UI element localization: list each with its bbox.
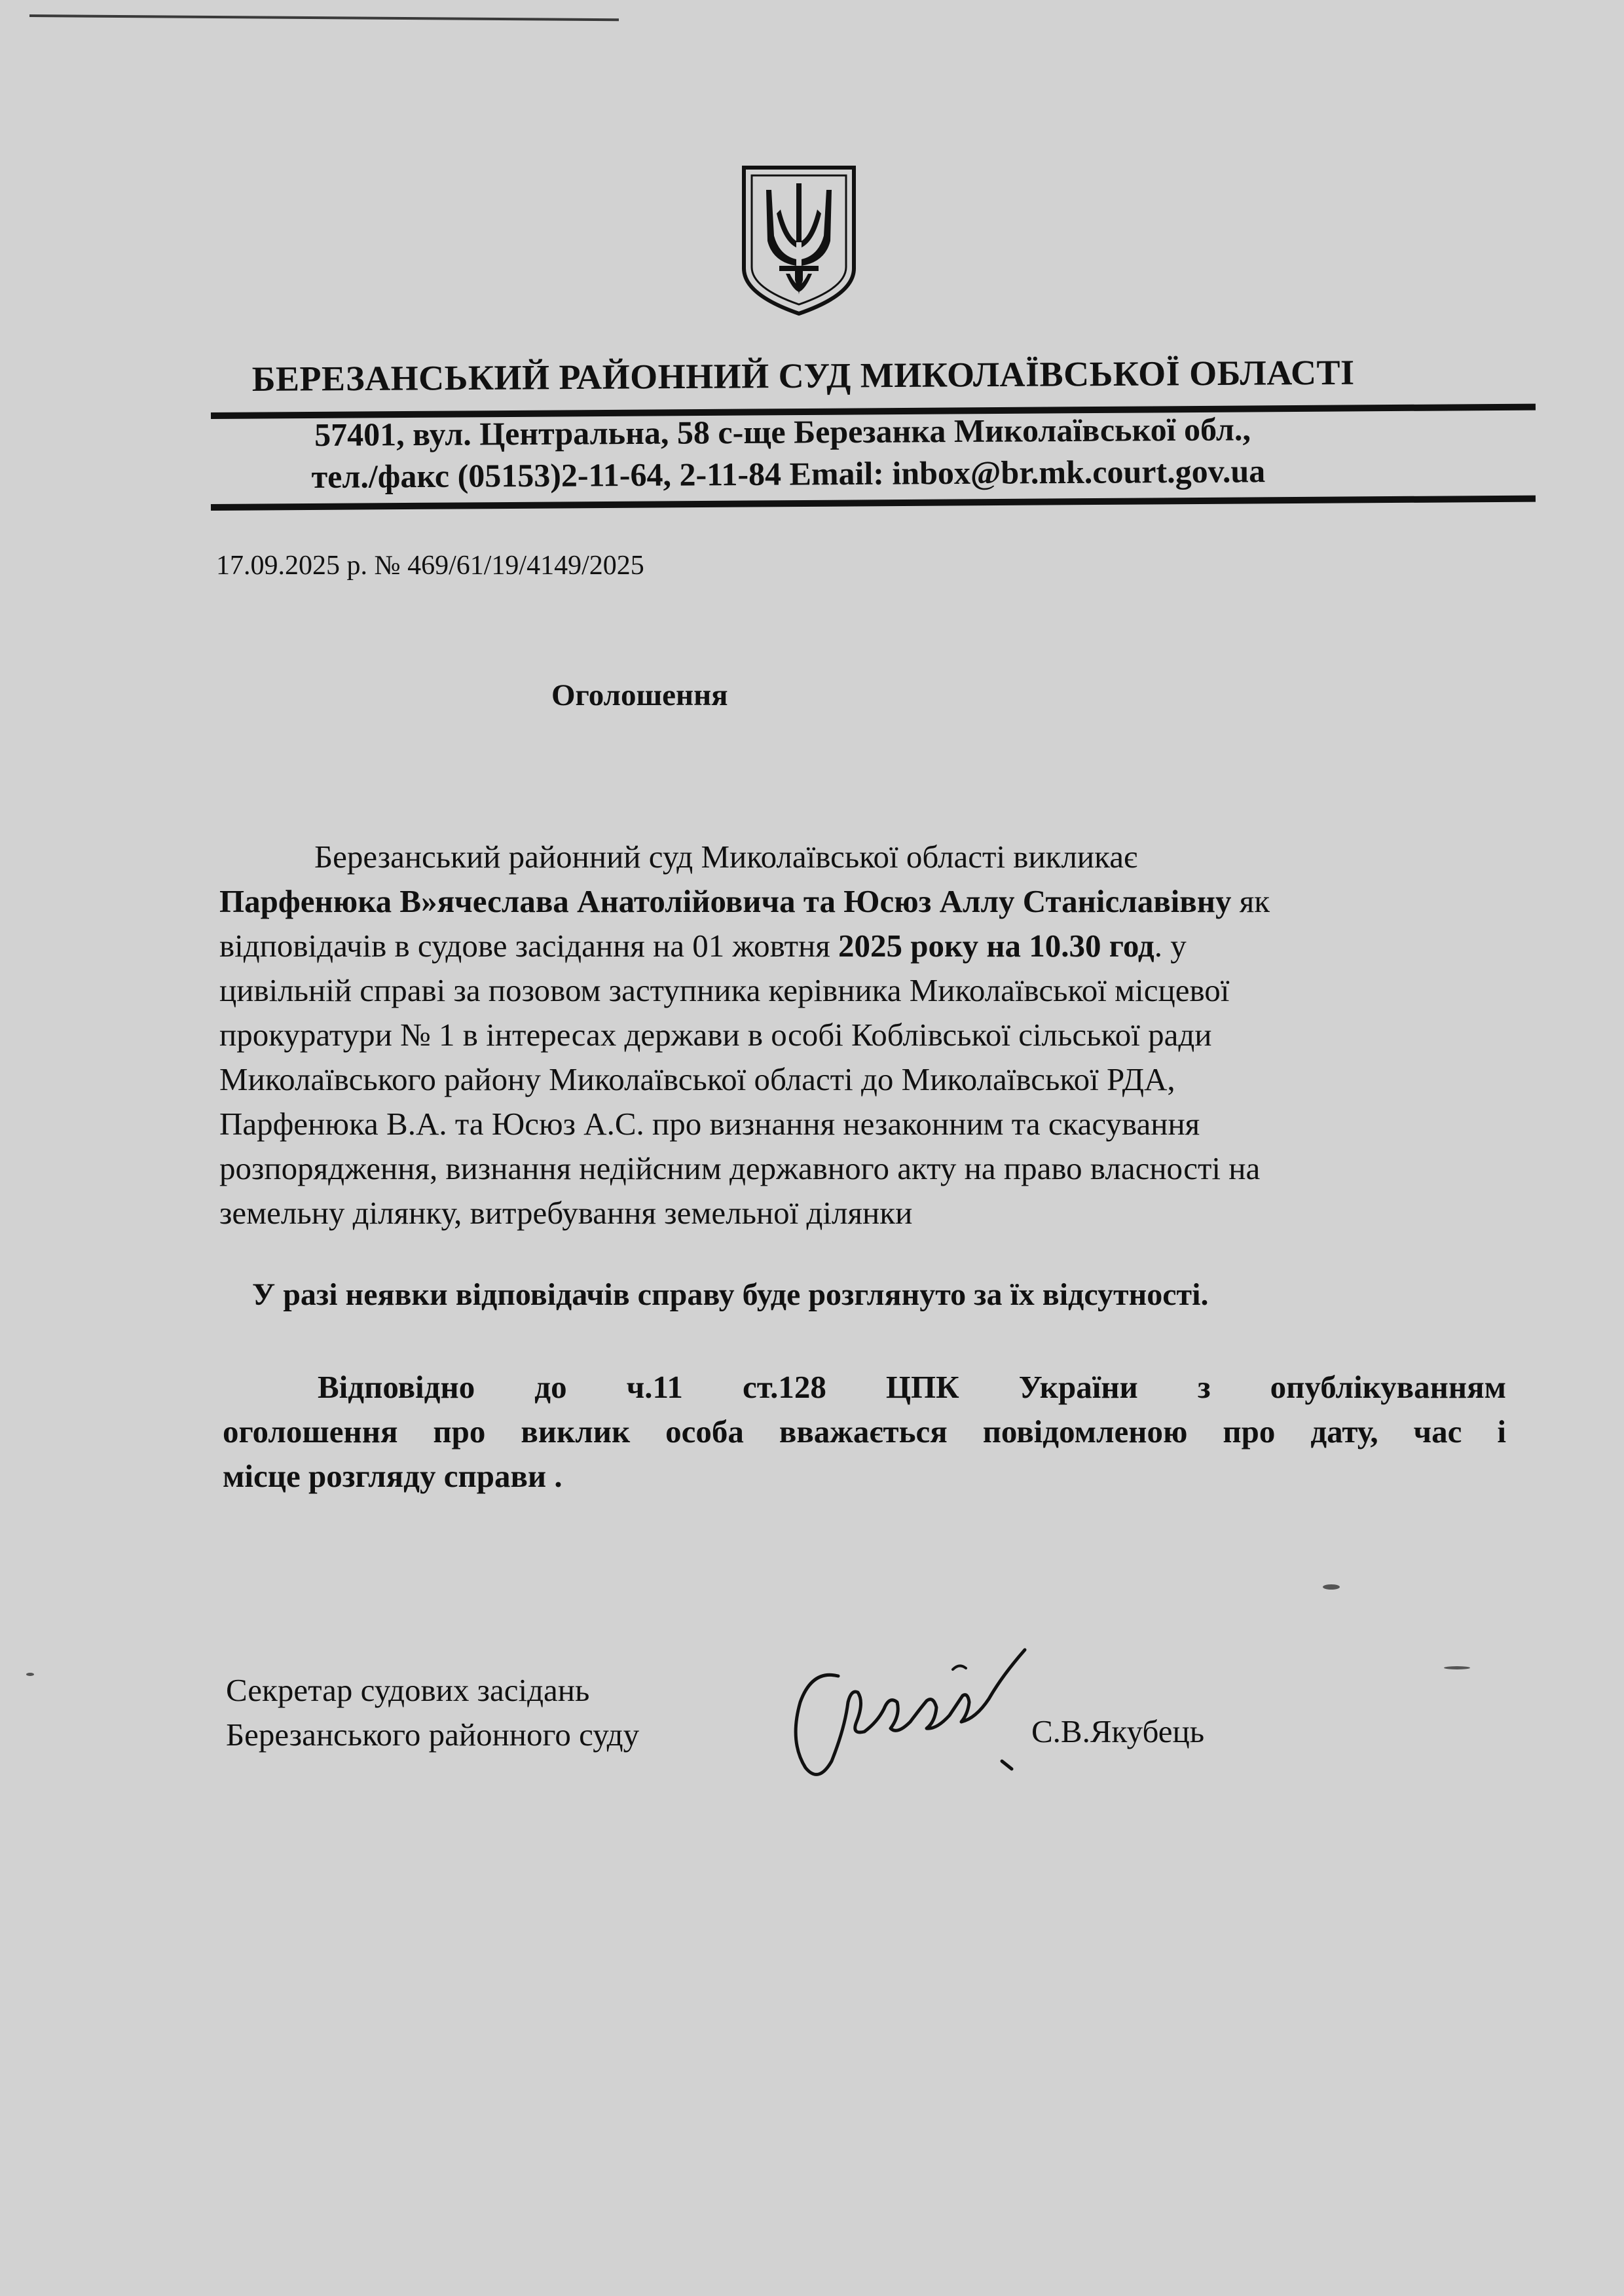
header-rule-bottom <box>211 496 1536 511</box>
body-line: розпорядження, визнання недійсним державного акту на право власності на <box>219 1150 1261 1186</box>
body-text: . у <box>1154 928 1187 964</box>
hearing-time: 2025 року на 10.30 год <box>838 928 1154 964</box>
body-line <box>219 924 1522 968</box>
signer-name: С.В.Якубець <box>1031 1713 1205 1749</box>
scan-edge-line <box>29 14 619 21</box>
body-line: прокуратури № 1 в інтересах держави в особі Коблівської сільської ради <box>219 1017 1212 1053</box>
body-text: як <box>1231 883 1270 919</box>
body-line: Миколаївського району Миколаївської області до Миколаївської РДА, <box>219 1061 1175 1097</box>
handwritten-signature <box>786 1630 1061 1787</box>
absence-warning: У разі неявки відповідачів справу буде розглянуто за їх відсутності. <box>252 1277 1209 1312</box>
announcement-body <box>219 835 1522 1235</box>
notice-line: оголошення про виклик особа вважається повідомленою про дату, час і <box>223 1413 1506 1449</box>
court-contacts-line: тел./факс (05153)2-11-64, 2-11-84 Email: inbox@br.mk.court.gov.ua <box>311 452 1266 496</box>
document-title: Оголошення <box>551 678 728 712</box>
signatory-role-line: Березанського районного суду <box>226 1717 640 1753</box>
body-line: Березанський районний суд Миколаївської області викликає <box>314 839 1137 875</box>
body-line: цивільній справі за позовом заступника керівника Миколаївської місцевої <box>219 972 1230 1008</box>
body-text: відповідачів в судове засідання на 01 жовтня <box>219 928 839 964</box>
body-line: Парфенюка В.А. та Юсюз А.С. про визнання незаконним та скасування <box>219 1106 1200 1142</box>
signatory-role <box>226 1668 639 1757</box>
signatory-role-line: Секретар судових засідань <box>226 1672 590 1708</box>
court-name-heading: БЕРЕЗАНСЬКИЙ РАЙОННИЙ СУД МИКОЛАЇВСЬКОЇ ОБЛАСТІ <box>251 352 1355 399</box>
body-line: земельну ділянку, витребування земельної ділянки <box>219 1195 913 1231</box>
body-line <box>219 879 1522 924</box>
notice-line: Відповідно до ч.11 ст.128 ЦПК України з опублікуванням <box>318 1369 1506 1405</box>
court-address-line: 57401, вул. Центральна, 58 с-ще Березанка Миколаївської обл., <box>314 410 1251 453</box>
scan-speck <box>26 1673 34 1676</box>
scan-speck <box>1444 1666 1470 1669</box>
legal-notice <box>223 1365 1506 1499</box>
scan-speck <box>1323 1584 1340 1590</box>
notice-line: місце розгляду справи . <box>223 1458 563 1494</box>
court-address-block <box>311 407 1507 498</box>
document-reference: 17.09.2025 р. № 469/61/19/4149/2025 <box>216 551 644 581</box>
defendants-names: Парфенюка В»ячеслава Анатолійовича та Юсюз Аллу Станіславівну <box>219 883 1232 919</box>
coat-of-arms-icon <box>740 164 858 318</box>
